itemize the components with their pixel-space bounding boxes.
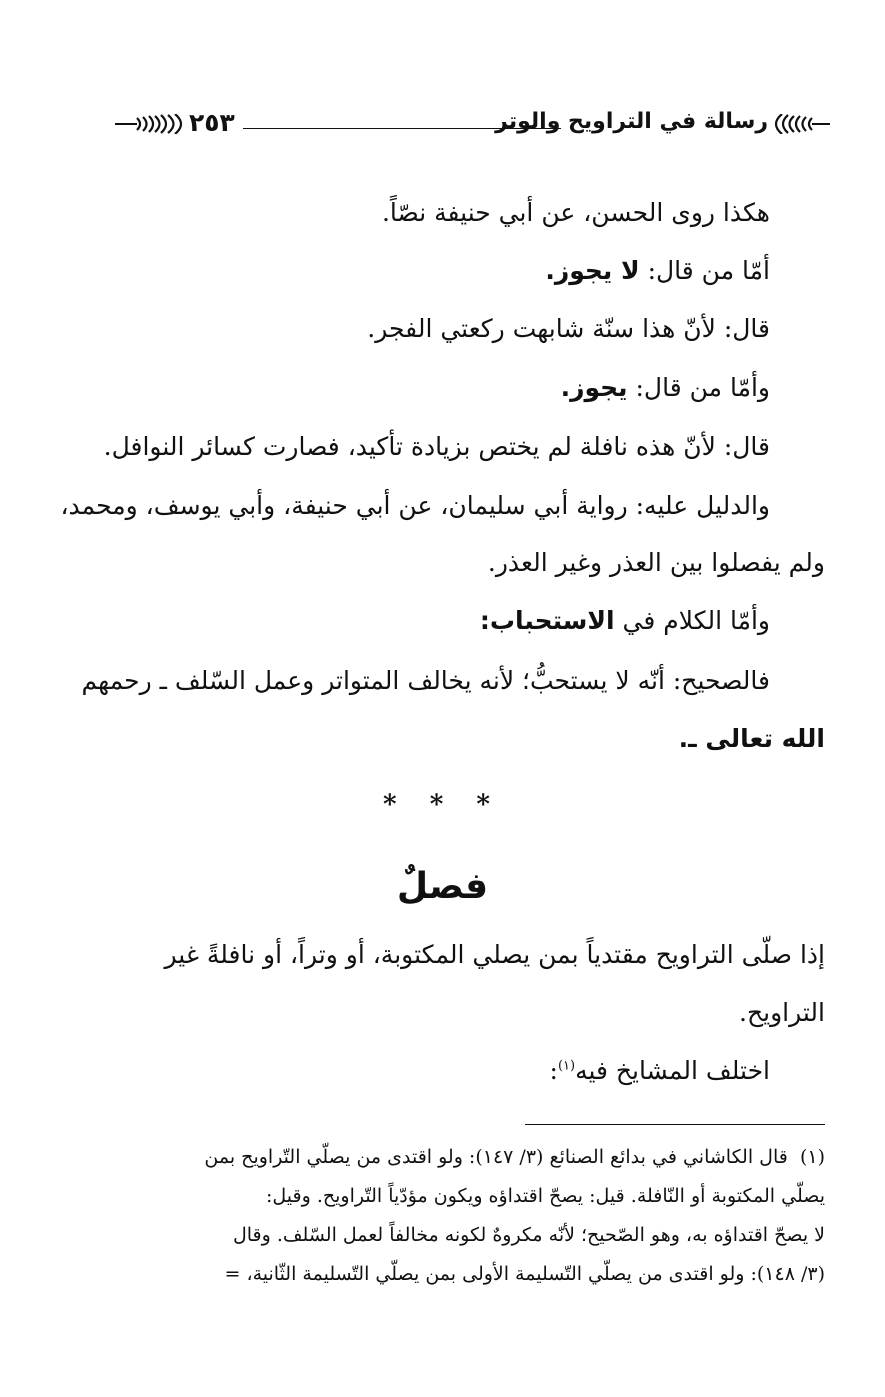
paragraph-9-line-1: إذا صلّى التراويح مقتدياً بمن يصلي المكتوبة، أو وتراً، أو نافلةً غير [164, 940, 825, 969]
footnote-1-marker: (١) [799, 1146, 825, 1168]
paragraph-4 [561, 375, 770, 400]
footnote-reference[interactable]: (١) [557, 1058, 576, 1074]
paragraph-1: هكذا روى الحسن، عن أبي حنيفة نصّاً. [381, 198, 770, 227]
page-number: ٢٥٣ [189, 108, 235, 137]
paragraph-7-lead: وأمّا الكلام في [614, 606, 770, 635]
paragraph-10-colon: : [549, 1056, 558, 1085]
footnote-1-line-2: يصلّي المكتوبة أو النّافلة. قيل: يصحّ اقتداؤه ويكون مؤدّياً التّراويح. وقيل: [266, 1185, 825, 1207]
paragraph-2-emphasis: لا يجوز. [545, 256, 640, 285]
paragraph-3: قال: لأنّ هذا سنّة شابهت ركعتي الفجر. [367, 314, 770, 343]
footnote-1-line-4: (٣/ ١٤٨): ولو اقتدى من يصلّي التّسليمة الأولى بمن يصلّي التّسليمة الثّانية، = [224, 1263, 825, 1285]
paragraph-9-line-2: التراويح. [739, 998, 825, 1027]
paragraph-8-line-1: فالصحيح: أنّه لا يستحبُّ؛ لأنه يخالف المتواتر وعمل السّلف ـ رحمهم [81, 666, 770, 695]
paragraph-7 [480, 608, 770, 633]
paragraph-7-emphasis: الاستحباب: [479, 606, 615, 635]
section-title: فصلٌ [396, 866, 489, 907]
paragraph-8-line-2: الله تعالى ـ. [678, 724, 825, 753]
paragraph-2 [545, 258, 770, 283]
footnote-separator [525, 1124, 825, 1125]
running-header [115, 108, 830, 144]
footnote-1-line-1 [204, 1148, 825, 1167]
paragraph-10 [550, 1058, 771, 1083]
header-ornament-left-icon [115, 114, 187, 134]
paragraph-10-text: اختلف المشايخ فيه [575, 1056, 770, 1085]
paragraph-4-emphasis: يجوز. [560, 373, 628, 402]
header-ornament-right-icon [770, 114, 830, 134]
paragraph-2-lead: أمّا من قال: [639, 256, 770, 285]
paragraph-6-line-1: والدليل عليه: رواية أبي سليمان، عن أبي حنيفة، وأبي يوسف، ومحمد، [60, 491, 770, 520]
running-title: رسالة في التراويح والوتر [495, 109, 768, 134]
paragraph-5: قال: لأنّ هذه نافلة لم يختص بزيادة تأكيد، فصارت كسائر النوافل. [103, 432, 770, 461]
section-divider-stars: * * * [383, 790, 502, 820]
paragraph-4-lead: وأمّا من قال: [627, 373, 770, 402]
footnote-1-line-3: لا يصحّ اقتداؤه به، وهو الصّحيح؛ لأنّه مكروهٌ لكونه مخالفاً لعمل السّلف. وقال [232, 1224, 825, 1246]
paragraph-6-line-2: ولم يفصلوا بين العذر وغير العذر. [487, 548, 825, 577]
footnote-1-text-1: قال الكاشاني في بدائع الصنائع (٣/ ١٤٧): ولو اقتدى من يصلّي التّراويح بمن [204, 1146, 788, 1168]
